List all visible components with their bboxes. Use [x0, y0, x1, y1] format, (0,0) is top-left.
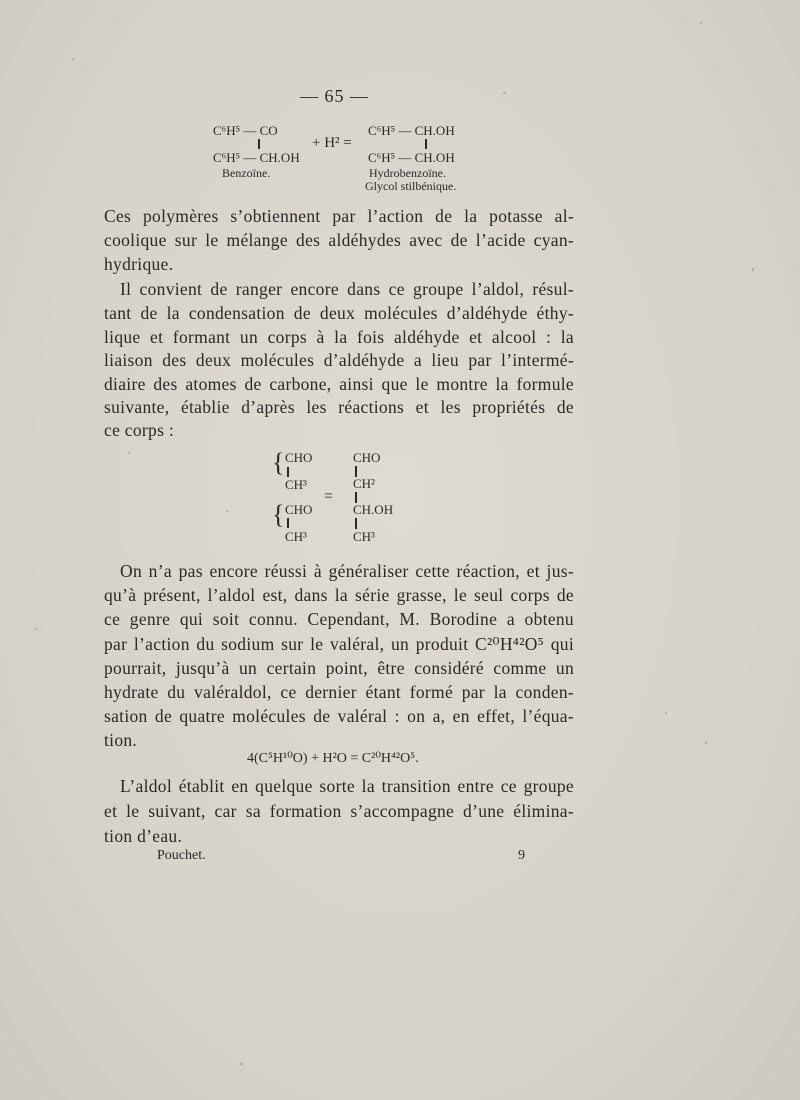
formula-right-top: C⁶H⁵ — CH.OH: [368, 123, 455, 138]
text-line: lique et formant un corps à la fois aldéhyde et alcool : la: [104, 327, 574, 347]
formula-left-4: CH³: [285, 529, 307, 544]
text-line: pourrait, jusqu’à un certain point, être considéré comme un: [104, 658, 574, 678]
text-line: et le suivant, car sa formation s’accompagne d’une élimina-: [104, 801, 574, 821]
caption-glycol: Glycol stilbénique.: [365, 179, 457, 193]
text-line: hydrate du valéraldol, ce dernier étant formé par la conden-: [104, 682, 574, 702]
formula-right-4: CH³: [353, 529, 375, 544]
text-line: suivante, établie d’après les réactions et les propriétés de: [104, 397, 574, 417]
bond-line: [355, 518, 357, 529]
page-number: — 65 —: [300, 86, 369, 106]
left-brace: {: [272, 500, 285, 529]
bond-line: [287, 467, 289, 477]
formula-left-3: CHO: [285, 502, 313, 517]
formula-right-bottom: C⁶H⁵ — CH.OH: [368, 150, 455, 165]
bond-line: [287, 518, 289, 528]
text-line: tant de la condensation de deux molécules d’aldéhyde éthy-: [104, 303, 574, 323]
text-line: tion d’eau.: [104, 826, 183, 846]
footer-signature: 9: [518, 848, 525, 863]
formula-equals: =: [324, 488, 334, 505]
formula-left-top: C⁶H⁵ — CO: [213, 123, 278, 138]
text-line: sation de quatre molécules de valéral : on a, en effet, l’équa-: [104, 706, 574, 726]
text-line: tion.: [104, 730, 138, 750]
formula-left-bottom: C⁶H⁵ — CH.OH: [213, 150, 300, 165]
valeral-equation: 4(C⁵H¹⁰O) + H²O = C²⁰H⁴²O⁵.: [247, 751, 419, 766]
formula-plus-h2: + H² =: [312, 135, 352, 151]
text-line: Ces polymères s’obtiennent par l’action de la potasse al-: [104, 206, 574, 226]
formula-right-3: CH.OH: [353, 502, 394, 517]
text-line: liaison des deux molécules d’aldéhyde a lieu par l’intermé-: [104, 350, 574, 370]
left-brace: {: [272, 448, 285, 477]
text-line: coolique sur le mélange des aldéhydes avec de l’acide cyan-: [104, 230, 574, 250]
formula-right-2: CH²: [353, 476, 375, 491]
text-line: qu’à présent, l’aldol est, dans la série grasse, le seul corps de: [104, 585, 574, 605]
formula-left-2: CH³: [285, 477, 307, 492]
text-line: hydrique.: [104, 254, 174, 274]
caption-hydrobenzoine: Hydrobenzoïne.: [369, 166, 446, 180]
text-line: ce corps :: [104, 420, 175, 440]
bond-line: [258, 139, 260, 149]
text-line: diaire des atomes de carbone, ainsi que le montre la formule: [104, 374, 574, 394]
text-line: On n’a pas encore réussi à généraliser cette réaction, et jus-: [120, 561, 574, 581]
bond-line: [425, 139, 427, 149]
formula-right-1: CHO: [353, 450, 381, 465]
formula-left-1: CHO: [285, 450, 313, 465]
footer-author: Pouchet.: [157, 848, 206, 863]
text-line: Il convient de ranger encore dans ce groupe l’aldol, résul-: [120, 279, 574, 299]
text-line: ce genre qui soit connu. Cependant, M. Borodine a obtenu: [104, 609, 574, 629]
caption-benzoine: Benzoïne.: [222, 166, 271, 180]
text-line: L’aldol établit en quelque sorte la transition entre ce groupe: [120, 776, 574, 796]
text-line: par l’action du sodium sur le valéral, un produit C²⁰H⁴²O⁵ qui: [104, 634, 574, 654]
